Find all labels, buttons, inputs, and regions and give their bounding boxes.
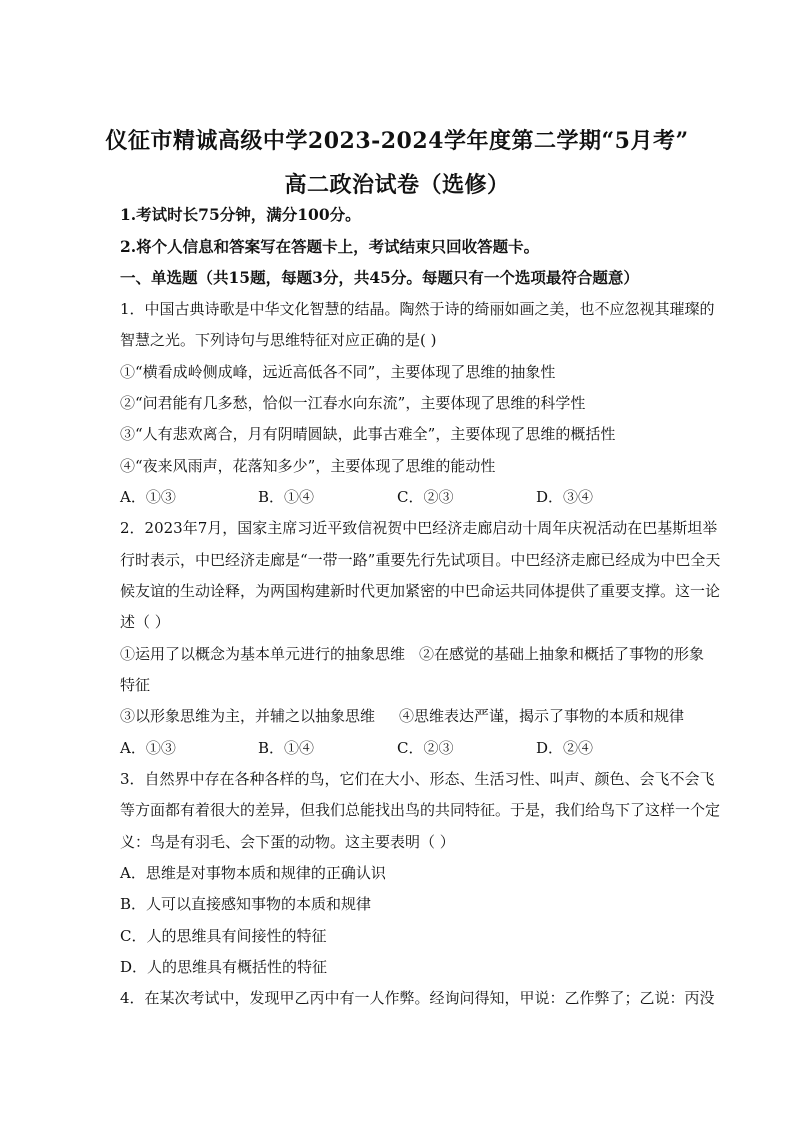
q2-stem-line-4: 述（ ） xyxy=(120,613,170,631)
q2-statement-2: ②在感觉的基础上抽象和概括了事物的形象 xyxy=(419,645,705,663)
q4-stem-line-1: 4．在某次考试中，发现甲乙丙中有一人作弊。经询问得知，甲说：乙作弊了；乙说：丙没 xyxy=(120,989,715,1007)
q2-stem-line-3: 候友谊的生动诠释，为两国构建新时代更加紧密的中巴命运共同体提供了重要支撑。这一论 xyxy=(120,582,721,600)
q2-stem-line-1: 2．2023年7月，国家主席习近平致信祝贺中巴经济走廊启动十周年庆祝活动在巴基斯坦举 xyxy=(120,519,718,537)
q2-statement-1: ①运用了以概念为基本单元进行的抽象思维 xyxy=(120,645,406,663)
q2-statements-row-1 xyxy=(120,644,704,664)
q3-choice-c: C．人的思维具有间接性的特征 xyxy=(120,927,327,945)
q2-statement-2-cont: 特征 xyxy=(120,676,151,694)
q2-stem-line-2: 行时表示，中巴经济走廊是“一带一路”重要先行先试项目。中巴经济走廊已经成为中巴全天 xyxy=(120,551,721,569)
note-2: 2.将个人信息和答案写在答题卡上，考试结束只回收答题卡。 xyxy=(120,237,540,256)
q2-option-c: C．②③ xyxy=(397,739,454,757)
q1-statement-4: ④“夜来风雨声，花落知多少”，主要体现了思维的能动性 xyxy=(120,457,496,475)
section-title: 一、单选题（共15题，每题3分，共45分。每题只有一个选项最符合题意） xyxy=(120,268,639,287)
q2-statement-3: ③以形象思维为主，并辅之以抽象思维 xyxy=(120,707,376,725)
q1-stem-line-1: 1．中国古典诗歌是中华文化智慧的结晶。陶然于诗的绮丽如画之美，也不应忽视其璀璨的 xyxy=(120,300,715,318)
q3-stem-line-1: 3．自然界中存在各种各样的鸟，它们在大小、形态、生活习性、叫声、颜色、会飞不会飞 xyxy=(120,770,715,788)
exam-title: 仪征市精诚高级中学2023-2024学年度第二学期“5月考” xyxy=(105,128,689,154)
note-1: 1.考试时长75分钟，满分100分。 xyxy=(120,205,361,224)
exam-subtitle: 高二政治试卷（选修） xyxy=(284,172,510,198)
q1-option-d: D．③④ xyxy=(536,488,594,506)
q3-choice-b: B．人可以直接感知事物的本质和规律 xyxy=(120,895,372,913)
q1-statement-3: ③“人有悲欢离合，月有阴晴圆缺，此事古难全”，主要体现了思维的概括性 xyxy=(120,425,616,443)
q2-option-b: B．①④ xyxy=(258,739,315,757)
q1-option-a: A．①③ xyxy=(120,488,176,506)
q2-option-a: A．①③ xyxy=(120,739,176,757)
q3-stem-line-3: 义：鸟是有羽毛、会下蛋的动物。这主要表明（ ） xyxy=(120,833,455,851)
q1-stem-line-2: 智慧之光。下列诗句与思维特征对应正确的是( ) xyxy=(120,331,437,349)
q1-statement-1: ①“横看成岭侧成峰，远近高低各不同”，主要体现了思维的抽象性 xyxy=(120,363,556,381)
q3-stem-line-2: 等方面都有着很大的差异，但我们总能找出鸟的共同特征。于是，我们给鸟下了这样一个定 xyxy=(120,801,721,819)
q2-option-d: D．②④ xyxy=(536,739,594,757)
q3-choice-a: A．思维是对事物本质和规律的正确认识 xyxy=(120,864,386,882)
q1-statement-2: ②“问君能有几多愁，恰似一江春水向东流”，主要体现了思维的科学性 xyxy=(120,394,586,412)
q1-option-c: C．②③ xyxy=(397,488,454,506)
q2-statement-4: ④思维表达严谨，揭示了事物的本质和规律 xyxy=(399,707,685,725)
q2-statements-row-2 xyxy=(120,706,684,726)
q3-choice-d: D．人的思维具有概括性的特征 xyxy=(120,958,328,976)
q1-option-b: B．①④ xyxy=(258,488,315,506)
